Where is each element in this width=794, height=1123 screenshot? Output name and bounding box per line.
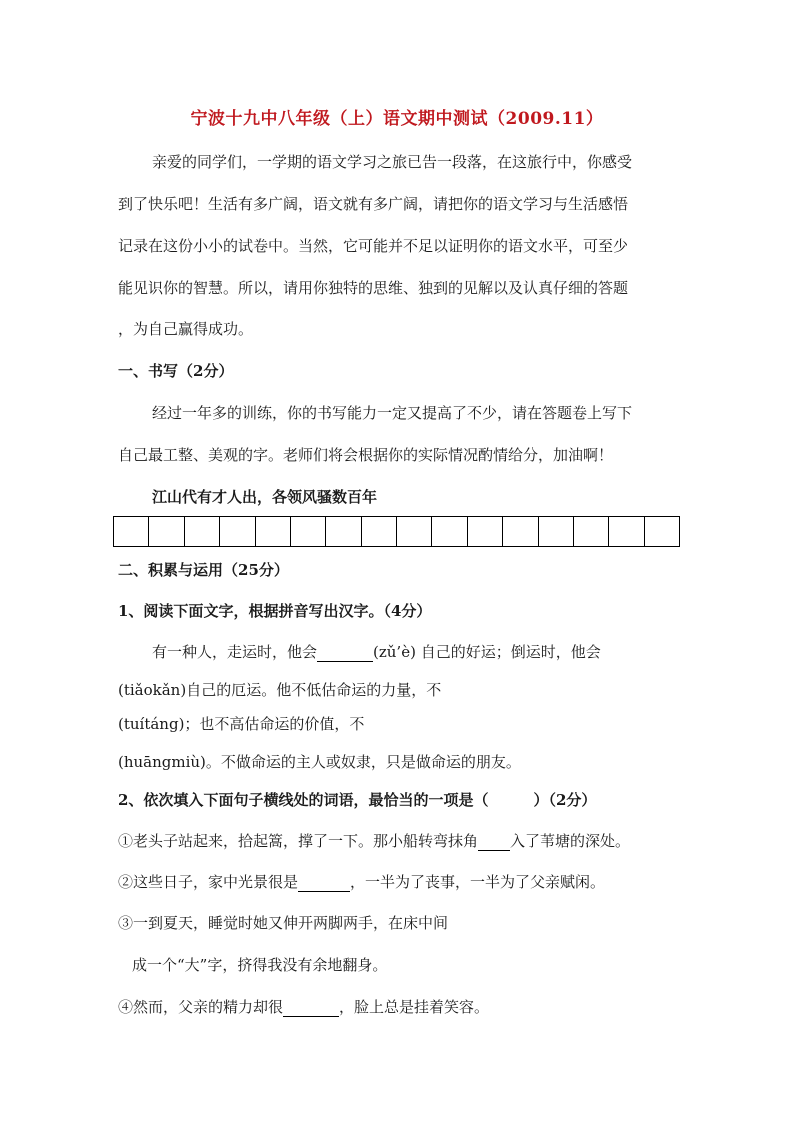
q1-blank-1[interactable] — [317, 645, 373, 662]
q2-blank-4[interactable] — [283, 1000, 339, 1017]
grid-cell[interactable] — [362, 517, 397, 546]
intro-line-4: 能见识你的智慧。所以，请用你独特的思维、独到的见解以及认真仔细的答题 — [118, 279, 629, 297]
grid-cell[interactable] — [645, 517, 679, 546]
q2-sentence-2 — [118, 872, 605, 892]
q1-text: 有一种人，走运时，他会 — [152, 643, 318, 661]
grid-cell[interactable] — [256, 517, 291, 546]
writing-grid — [113, 516, 680, 547]
q2-sentence-3b: 成一个“大”字，挤得我没有余地翻身。 — [132, 956, 388, 974]
grid-cell[interactable] — [149, 517, 184, 546]
grid-cell[interactable] — [114, 517, 149, 546]
q1-line-3: (tuítáng)；也不高估命运的价值，不 — [118, 715, 365, 733]
grid-cell[interactable] — [220, 517, 255, 546]
grid-cell[interactable] — [503, 517, 538, 546]
grid-cell[interactable] — [574, 517, 609, 546]
writing-sample: 江山代有才人出，各领风骚数百年 — [152, 488, 378, 506]
grid-cell[interactable] — [609, 517, 644, 546]
q1-line-4: (huāngmiù)。不做命运的主人或奴隶，只是做命运的朋友。 — [118, 753, 521, 771]
intro-line-2: 到了快乐吧！生活有多广阔，语文就有多广阔，请把你的语文学习与生活感悟 — [118, 195, 629, 213]
q2-blank-1[interactable] — [478, 834, 510, 851]
grid-cell[interactable] — [468, 517, 503, 546]
section1-para-2: 自己最工整、美观的字。老师们将会根据你的实际情况酌情给分，加油啊！ — [118, 446, 614, 464]
grid-cell[interactable] — [326, 517, 361, 546]
q1-line-2: (tiǎokǎn)自己的厄运。他不低估命运的力量，不 — [118, 681, 442, 699]
grid-cell[interactable] — [291, 517, 326, 546]
grid-cell[interactable] — [539, 517, 574, 546]
q2-prompt: 2、依次填入下面句子横线处的词语，最恰当的一项是（ ）（2分） — [118, 791, 597, 809]
grid-cell[interactable] — [185, 517, 220, 546]
q2-sentence-3a: ③一到夏天，睡觉时她又伸开两脚两手，在床中间 — [118, 914, 449, 932]
intro-line-5: ，为自己赢得成功。 — [118, 320, 254, 338]
intro-line-3: 记录在这份小小的试卷中。当然，它可能并不足以证明你的语文水平，可至少 — [118, 237, 629, 255]
grid-cell[interactable] — [432, 517, 467, 546]
section1-heading: 一、书写（2分） — [118, 362, 234, 380]
intro-line-1: 亲爱的同学们，一学期的语文学习之旅已告一段落，在这旅行中，你感受 — [152, 153, 633, 171]
q2-sentence-4 — [118, 997, 489, 1017]
page-title: 宁波十九中八年级（上）语文期中测试（2009.11） — [190, 109, 604, 129]
q1-text: (zǔ’è) 自己的好运；倒运时，他会 — [373, 643, 601, 661]
q2-text: ，脸上总是挂着笑容。 — [339, 998, 490, 1016]
q2-text: ①老头子站起来，拾起篙，撑了一下。那小船转弯抹角 — [118, 832, 479, 850]
q2-text: ，一半为了丧事，一半为了父亲赋闲。 — [350, 873, 606, 891]
section1-para-1: 经过一年多的训练，你的书写能力一定又提高了不少，请在答题卷上写下 — [152, 404, 633, 422]
q2-blank-2[interactable] — [298, 875, 350, 892]
q1-line-1 — [152, 642, 601, 662]
q2-text: ②这些日子，家中光景很是 — [118, 873, 299, 891]
grid-cell[interactable] — [397, 517, 432, 546]
q2-text: ④然而，父亲的精力却很 — [118, 998, 284, 1016]
section2-heading: 二、积累与运用（25分） — [118, 561, 289, 579]
q2-sentence-1 — [118, 831, 630, 851]
q1-prompt: 1、阅读下面文字，根据拼音写出汉字。（4分） — [118, 602, 432, 620]
q2-text: 入了苇塘的深处。 — [510, 832, 631, 850]
